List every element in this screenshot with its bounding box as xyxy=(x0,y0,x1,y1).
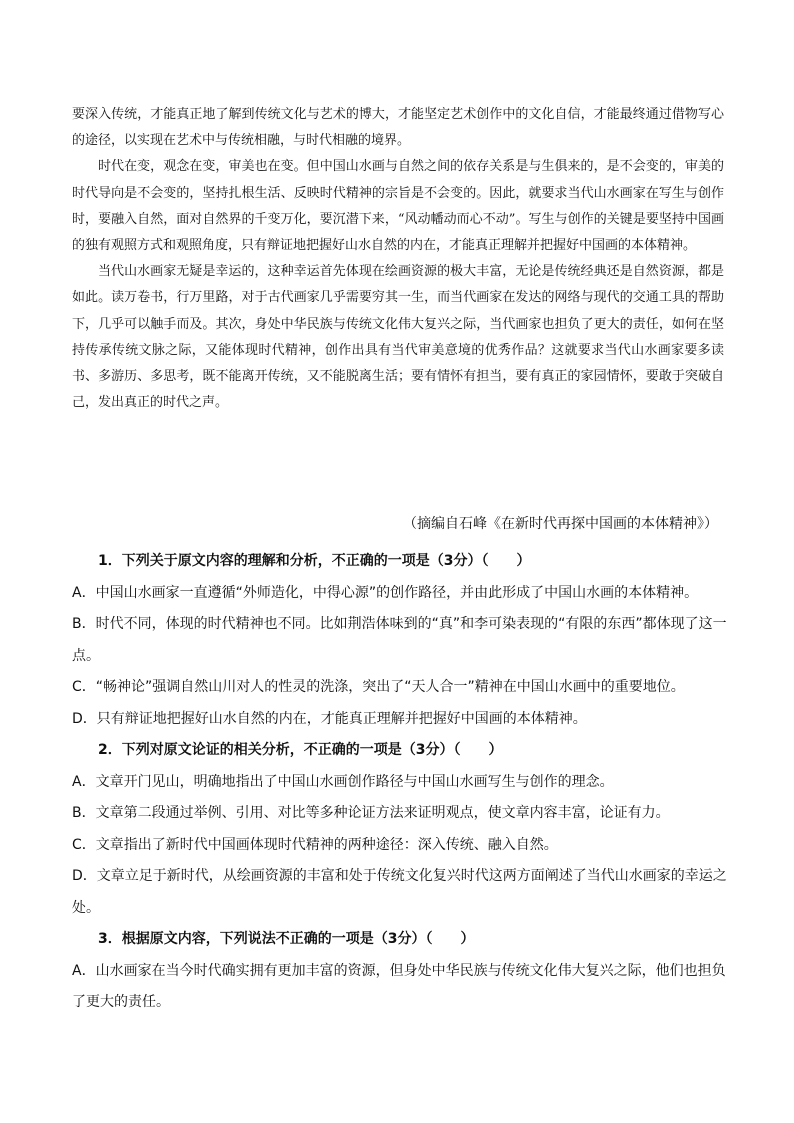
question-3-option-a: A．山水画家在当今时代确实拥有更加丰富的资源，但身处中华民族与传统文化伟大复兴之际，他们也担负了更大的责任。 xyxy=(72,962,726,1010)
passage-source: （摘编自石峰《在新时代再探中国画的本体精神》） xyxy=(403,516,718,532)
question-1-stem: 1．下列关于原文内容的理解和分析，不正确的一项是（3分）（ ） xyxy=(98,553,531,569)
question-1-option-a: A．中国山水画家一直遵循“外师造化，中得心源”的创作路径，并由此形成了中国山水画的本体精神。 xyxy=(72,584,699,601)
passage-paragraph-2: 时代在变，观念在变，审美也在变。但中国山水画与自然之间的依存关系是与生俱来的，是不会变的，审美的时代导向是不会变的，坚持扎根生活、反映时代精神的宗旨是不会变的。因此，就要求当代山水画家在写生与创作时，要融入自然，面对自然界的千变万化，要沉潜下来，“风动幡动而心不动”。写生与创作的关键是要坚持中国画的独有观照方式和观照角度，只有辩证地把握好山水自然的内在，才能真正理解并把握好中国画的本体精神。 xyxy=(72,159,724,254)
question-1-option-b: B．时代不同，体现的时代精神也不同。比如荆浩体味到的“真”和李可染表现的“有限的东西”都体现了这一点。 xyxy=(72,616,727,664)
question-2-option-b: B．文章第二段通过举例、引用、对比等多种论证方法来证明观点，使文章内容丰富，论证有力。 xyxy=(72,805,670,821)
question-2-option-d: D．文章立足于新时代，从绘画资源的丰富和处于传统文化复兴时代这两方面阐述了当代山水画家的幸运之处。 xyxy=(72,868,727,916)
question-3-stem: 3．根据原文内容，下列说法不正确的一项是（3分）（ ） xyxy=(98,931,475,947)
question-2-option-c: C．文章指出了新时代中国画体现时代精神的两种途径：深入传统、融入自然。 xyxy=(72,836,558,853)
question-1-option-d: D．只有辩证地把握好山水自然的内在，才能真正理解并把握好中国画的本体精神。 xyxy=(72,710,587,727)
question-1-option-c: C．“畅神论”强调自然山川对人的性灵的洗涤，突出了“天人合一”精神在中国山水画中的重要地位。 xyxy=(72,679,685,695)
passage-paragraph-1: 要深入传统，才能真正地了解到传统文化与艺术的博大，才能坚定艺术创作中的文化自信，才能最终通过借物写心的途径，以实现在艺术中与传统相融，与时代相融的境界。 xyxy=(72,107,724,149)
question-2-stem: 2．下列对原文论证的相关分析，不正确的一项是（3分）（ ） xyxy=(98,742,503,758)
passage-paragraph-3: 当代山水画家无疑是幸运的，这种幸运首先体现在绘画资源的极大丰富，无论是传统经典还是自然资源，都是如此。读万卷书，行万里路，对于古代画家几乎需要穷其一生，而当代画家在发达的网络与现代的交通工具的帮助下，几乎可以触手而及。其次，身处中华民族与传统文化伟大复兴之际，当代画家也担负了更大的责任，如何在坚持传承传统文脉之际，又能体现时代精神，创作出具有当代审美意境的优秀作品？这就要求当代山水画家要多读书、多游历、多思考，既不能离开传统，又不能脱离生活；要有情怀有担当，要有真正的家园情怀，要敢于突破自己，发出真正的时代之声。 xyxy=(72,264,724,411)
question-2-option-a: A．文章开门见山，明确地指出了中国山水画创作路径与中国山水画写生与创作的理念。 xyxy=(72,773,614,790)
question-section xyxy=(72,546,732,1019)
reading-passage xyxy=(72,102,724,416)
